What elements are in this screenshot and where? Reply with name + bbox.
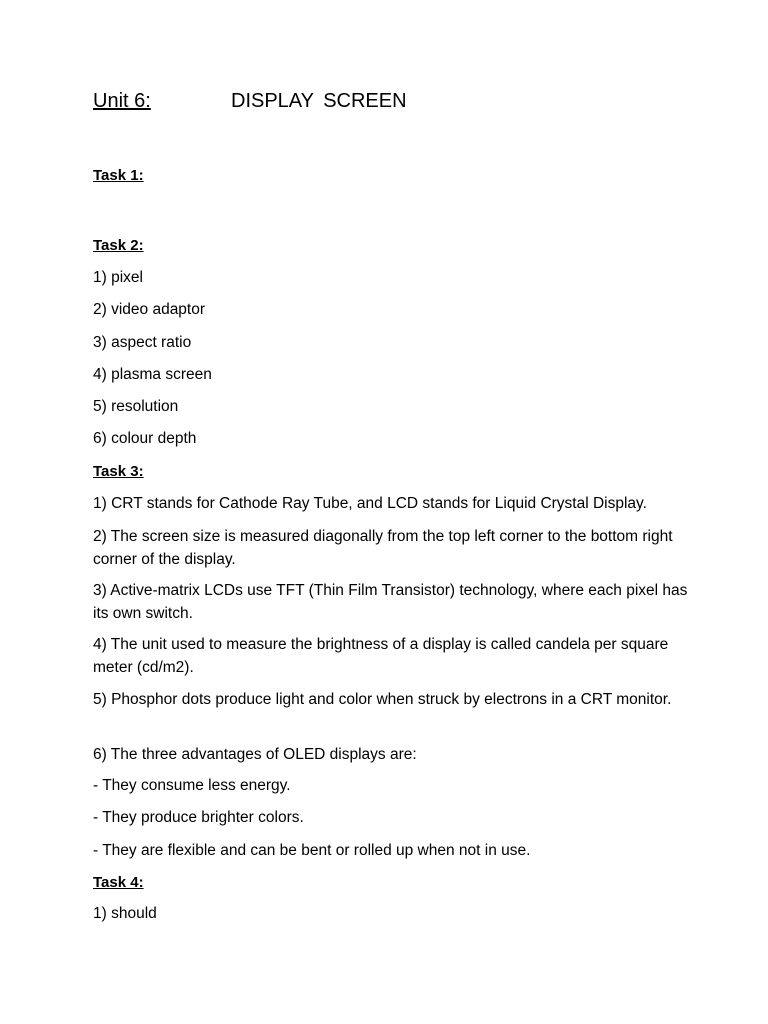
task-2-item: 1) pixel xyxy=(93,269,143,286)
task-3-answer: 4) The unit used to measure the brightness of a display is called candela per square meter (cd/m2). xyxy=(93,636,669,676)
advantage-item: - They consume less energy. xyxy=(93,777,291,794)
task-1-heading: Task 1: xyxy=(93,167,144,184)
task-4-heading: Task 4: xyxy=(93,874,144,891)
task-2-heading: Task 2: xyxy=(93,237,144,254)
task-2-item: 6) colour depth xyxy=(93,430,197,447)
task-2-item: 2) video adaptor xyxy=(93,301,206,318)
advantage-item: - They are flexible and can be bent or rolled up when not in use. xyxy=(93,842,531,859)
unit-label: Unit 6: xyxy=(93,90,151,112)
task-3-answer: 6) The three advantages of OLED displays are: xyxy=(93,746,417,763)
task-3-answer: 1) CRT stands for Cathode Ray Tube, and LCD stands for Liquid Crystal Display. xyxy=(93,495,647,512)
task-4-item: 1) should xyxy=(93,905,157,922)
task-3-answer: 3) Active-matrix LCDs use TFT (Thin Film Transistor) technology, where each pixel has its own switch. xyxy=(93,582,688,622)
task-2-item: 5) resolution xyxy=(93,398,179,415)
advantage-item: - They produce brighter colors. xyxy=(93,809,304,826)
task-2-item: 3) aspect ratio xyxy=(93,334,192,351)
task-3-answer: 5) Phosphor dots produce light and color when struck by electrons in a CRT monitor. xyxy=(93,691,672,708)
task-3-heading: Task 3: xyxy=(93,463,144,480)
page-title: DISPLAY SCREEN xyxy=(231,90,407,112)
task-3-answer: 2) The screen size is measured diagonally from the top left corner to the bottom right corner of the display. xyxy=(93,528,673,568)
task-2-item: 4) plasma screen xyxy=(93,366,212,383)
